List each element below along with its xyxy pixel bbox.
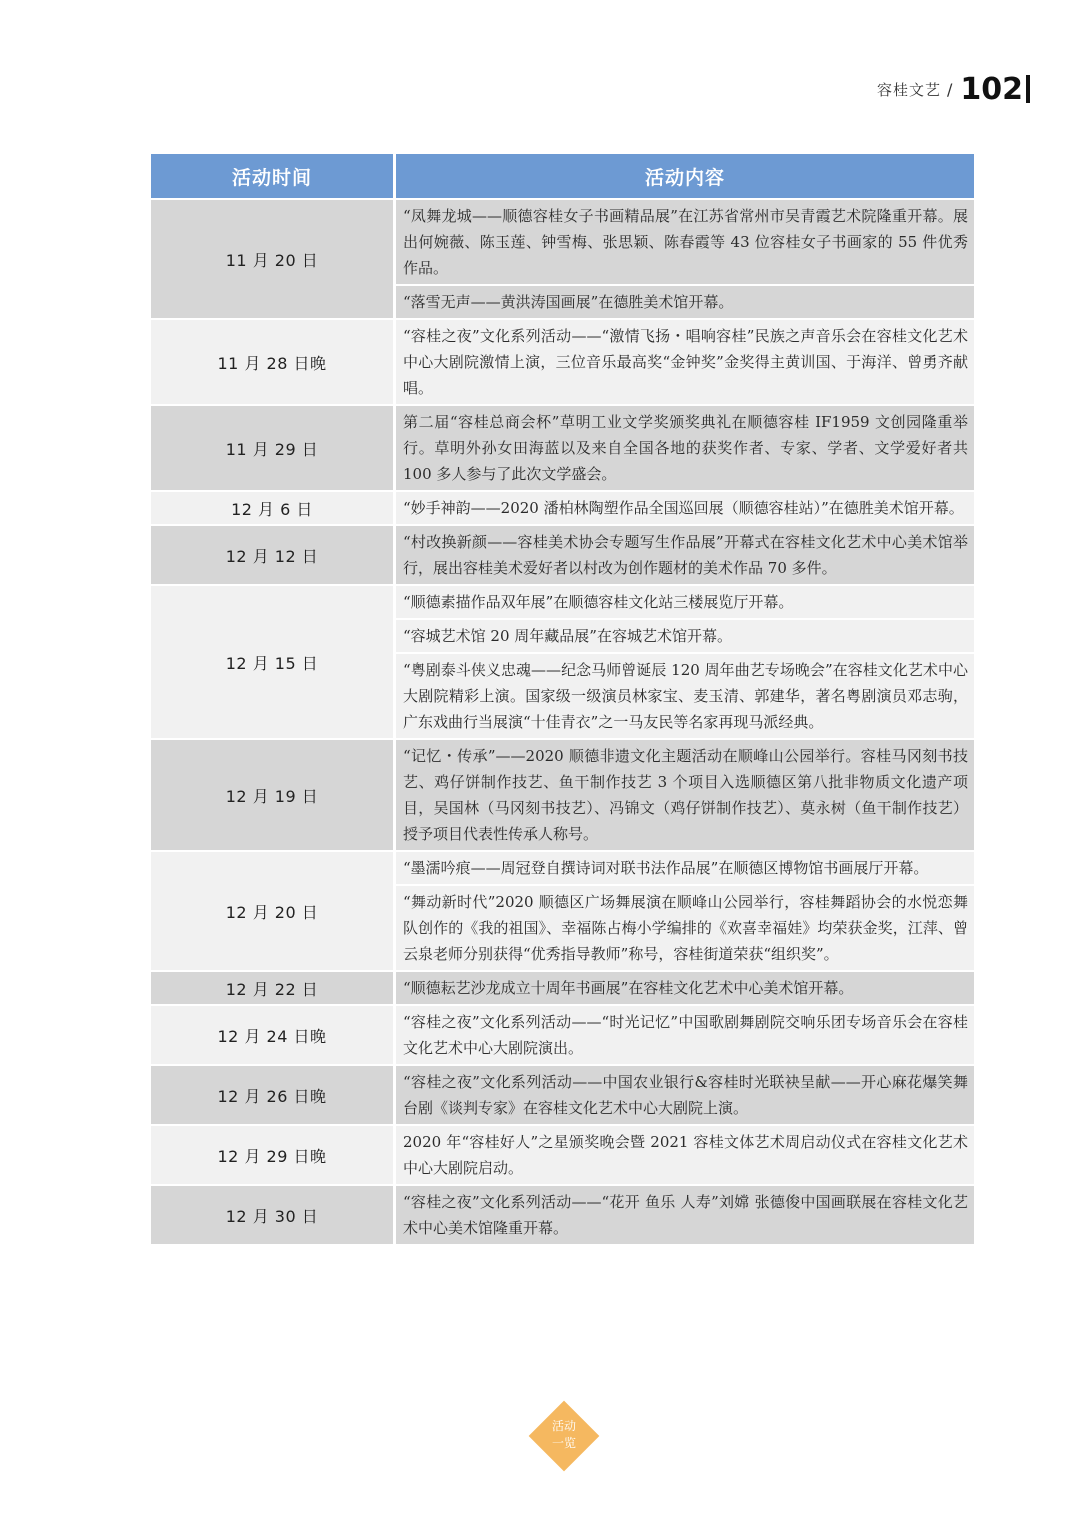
table-row [151, 852, 974, 884]
table-body [151, 200, 974, 1244]
activity-time: 12 月 22 日 [151, 972, 396, 1004]
page-header [877, 64, 1030, 114]
activity-content: 2020 年“容桂好人”之星颁奖晚会暨 2021 容桂文体艺术周启动仪式在容桂文化艺术中心大剧院启动。 [396, 1126, 974, 1184]
section-title: 容桂文艺 [876, 80, 941, 99]
table-row [151, 526, 974, 584]
activity-time: 11 月 29 日 [151, 406, 396, 490]
activity-time: 12 月 29 日晚 [151, 1126, 396, 1184]
page-number-bar [1026, 75, 1030, 103]
activity-table [151, 152, 974, 1246]
table-row [151, 320, 974, 404]
table-row [151, 586, 974, 618]
table-row [151, 740, 974, 850]
table-row [151, 406, 974, 490]
table-row [151, 1066, 974, 1124]
activity-time: 11 月 20 日 [151, 200, 396, 318]
activity-content: “妙手神韵——2020 潘柏林陶塑作品全国巡回展（顺德容桂站）”在德胜美术馆开幕。 [396, 492, 974, 524]
activity-content: “容城艺术馆 20 周年藏品展”在容城艺术馆开幕。 [396, 620, 974, 652]
activity-time: 12 月 15 日 [151, 586, 396, 738]
table-row [151, 1186, 974, 1244]
activity-time: 12 月 19 日 [151, 740, 396, 850]
table-row [151, 972, 974, 1004]
activity-content: “墨濡吟痕——周冠登自撰诗词对联书法作品展”在顺德区博物馆书画展厅开幕。 [396, 852, 974, 884]
activity-content: “舞动新时代”2020 顺德区广场舞展演在顺峰山公园举行，容桂舞蹈协会的水悦恋舞队创作的《我的祖国》、幸福陈占梅小学编排的《欢喜幸福娃》均荣获金奖，江萍、曾云泉老师分别获得“优秀指导教师”称号，容桂街道荣获“组织奖”。 [396, 886, 974, 970]
activity-content: “记忆・传承”——2020 顺德非遗文化主题活动在顺峰山公园举行。容桂马冈刻书技艺、鸡仔饼制作技艺、鱼干制作技艺 3 个项目入选顺德区第八批非物质文化遗产项目，吴国林（马冈刻书技艺）、冯锦文（鸡仔饼制作技艺）、莫永树（鱼干制作技艺）授予项目代表性传承人称号。 [396, 740, 974, 850]
activity-content: “粤剧泰斗侠义忠魂——纪念马师曾诞辰 120 周年曲艺专场晚会”在容桂文化艺术中心大剧院精彩上演。国家级一级演员林家宝、麦玉清、郭建华，著名粤剧演员邓志驹，广东戏曲行当展演“十佳青衣”之一马友民等名家再现马派经典。 [396, 654, 974, 738]
activity-time: 12 月 20 日 [151, 852, 396, 970]
page-number: 102 [960, 71, 1023, 107]
activity-content: “凤舞龙城——顺德容桂女子书画精品展”在江苏省常州市吴青霞艺术院隆重开幕。展出何婉薇、陈玉莲、钟雪梅、张思颖、陈春霞等 43 位容桂女子书画家的 55 件优秀作品。 [396, 200, 974, 284]
activity-time: 12 月 26 日晚 [151, 1066, 396, 1124]
column-header-content: 活动内容 [396, 154, 974, 198]
table-row [151, 1126, 974, 1184]
activity-content: “容桂之夜”文化系列活动——“花开 鱼乐 人寿”刘嫦 张德俊中国画联展在容桂文化艺术中心美术馆隆重开幕。 [396, 1186, 974, 1244]
activity-time: 12 月 24 日晚 [151, 1006, 396, 1064]
table-header-row [151, 154, 974, 198]
section-badge [526, 1398, 602, 1474]
activity-content: “顺德素描作品双年展”在顺德容桂文化站三楼展览厅开幕。 [396, 586, 974, 618]
activity-content: “容桂之夜”文化系列活动——“激情飞扬・唱响容桂”民族之声音乐会在容桂文化艺术中心大剧院激情上演，三位音乐最高奖“金钟奖”金奖得主黄训国、于海洋、曾勇齐献唱。 [396, 320, 974, 404]
table-row [151, 1006, 974, 1064]
header-separator: / [946, 79, 953, 99]
activity-content: “村改换新颜——容桂美术协会专题写生作品展”开幕式在容桂文化艺术中心美术馆举行，展出容桂美术爱好者以村改为创作题材的美术作品 70 多件。 [396, 526, 974, 584]
activity-content: 第二届“容桂总商会杯”草明工业文学奖颁奖典礼在顺德容桂 IF1959 文创园隆重举行。草明外孙女田海蓝以及来自全国各地的获奖作者、专家、学者、文学爱好者共 100 多人参与了此次文学盛会。 [396, 406, 974, 490]
table-row [151, 200, 974, 284]
activity-time: 12 月 6 日 [151, 492, 396, 524]
badge-line-2: 一览 [551, 1436, 576, 1450]
column-header-time: 活动时间 [151, 154, 396, 198]
table-row [151, 492, 974, 524]
activity-content: “落雪无声——黄洪涛国画展”在德胜美术馆开幕。 [396, 286, 974, 318]
activity-time: 11 月 28 日晚 [151, 320, 396, 404]
badge-label [526, 1418, 602, 1452]
activity-time: 12 月 30 日 [151, 1186, 396, 1244]
activity-content: “容桂之夜”文化系列活动——“时光记忆”中国歌剧舞剧院交响乐团专场音乐会在容桂文化艺术中心大剧院演出。 [396, 1006, 974, 1064]
activity-content: “容桂之夜”文化系列活动——中国农业银行&容桂时光联袂呈献——开心麻花爆笑舞台剧《谈判专家》在容桂文化艺术中心大剧院上演。 [396, 1066, 974, 1124]
activity-content: “顺德耘艺沙龙成立十周年书画展”在容桂文化艺术中心美术馆开幕。 [396, 972, 974, 1004]
badge-line-1: 活动 [551, 1419, 576, 1433]
activity-time: 12 月 12 日 [151, 526, 396, 584]
